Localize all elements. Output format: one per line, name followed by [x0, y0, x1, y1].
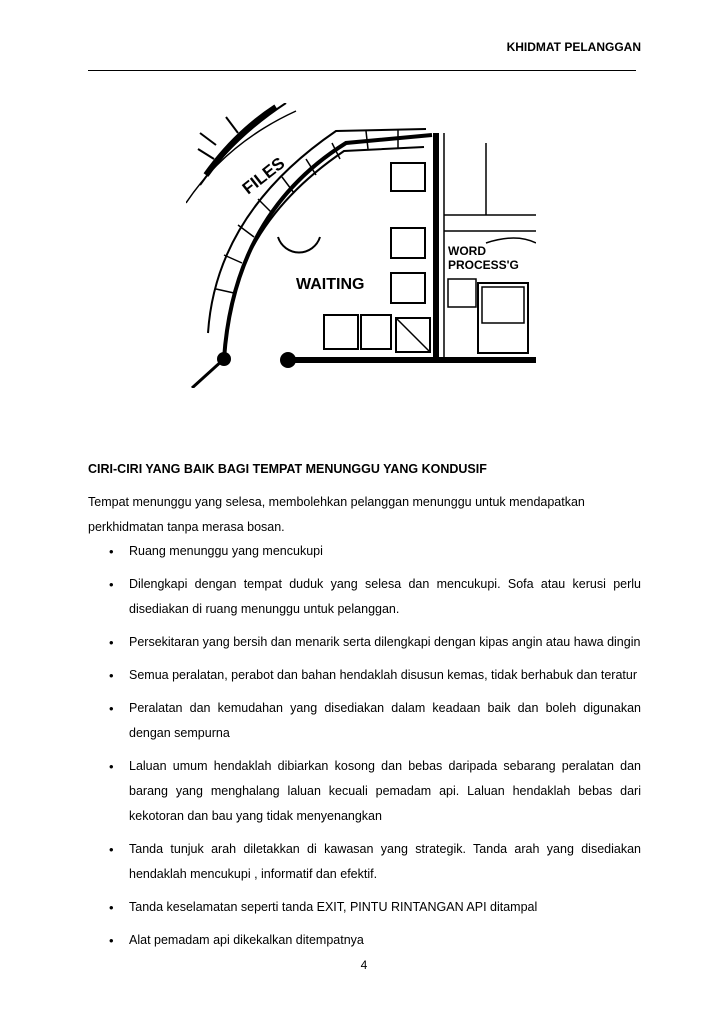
list-item: • Ruang menunggu yang mencukupi [88, 539, 641, 564]
header-rule [88, 70, 636, 71]
bullet-icon: • [109, 577, 114, 592]
bullet-icon: • [109, 900, 114, 915]
page-number: 4 [360, 958, 368, 972]
list-item: • Peralatan dan kemudahan yang disediakan dalam keadaan baik dan boleh digunakan dengan sempurna [88, 696, 641, 746]
list-item: • Semua peralatan, perabot dan bahan hendaklah disusun kemas, tidak berhabuk dan teratur [88, 663, 641, 688]
list-item: • Laluan umum hendaklah dibiarkan kosong dan bebas daripada sebarang peralatan dan barang yang menghalang laluan kecuali pemadam api. Laluan hendaklah bebas dari kekotoran dan bau yang tidak menyenangkan [88, 754, 641, 829]
chair [391, 163, 425, 191]
bullet-icon: • [109, 544, 114, 559]
section-title: CIRI-CIRI YANG BAIK BAGI TEMPAT MENUNGGU YANG KONDUSIF [88, 462, 487, 476]
desk [478, 283, 528, 353]
label-processg: PROCESS'G [448, 258, 519, 272]
bullet-icon: • [109, 933, 114, 948]
label-waiting: WAITING [296, 276, 365, 293]
list-item: • Tanda tunjuk arah diletakkan di kawasan yang strategik. Tanda arah yang disediakan hendaklah mencukupi , informatif dan efektif. [88, 837, 641, 887]
chair [391, 273, 425, 303]
bullet-icon: • [109, 759, 114, 774]
bullet-icon: • [109, 701, 114, 716]
list-item: • Persekitaran yang bersih dan menarik serta dilengkapi dengan kipas angin atau hawa dingin [88, 630, 641, 655]
bullet-list [88, 539, 641, 953]
list-item: • Tanda keselamatan seperti tanda EXIT, PINTU RINTANGAN API ditampal [88, 895, 641, 920]
files-arc-rail [224, 135, 432, 359]
floor-plan-figure [186, 103, 536, 388]
list-item: • Dilengkapi dengan tempat duduk yang selesa dan mencukupi. Sofa atau kerusi perlu disediakan di ruang menunggu untuk pelanggan. [88, 572, 641, 622]
bullet-icon: • [109, 668, 114, 683]
bullet-icon: • [109, 842, 114, 857]
label-files: FILES [238, 153, 289, 199]
bullet-icon: • [109, 635, 114, 650]
running-header: KHIDMAT PELANGGAN [506, 40, 641, 54]
planter [278, 237, 320, 252]
chair [391, 228, 425, 258]
chair [361, 315, 391, 349]
intro-paragraph: Tempat menunggu yang selesa, membolehkan pelanggan menunggu untuk mendapatkan perkhidmatan tanpa merasa bosan. [88, 495, 585, 534]
chair [324, 315, 358, 349]
list-item: • Alat pemadam api dikekalkan ditempatnya [88, 928, 641, 953]
label-word: WORD [448, 244, 486, 258]
